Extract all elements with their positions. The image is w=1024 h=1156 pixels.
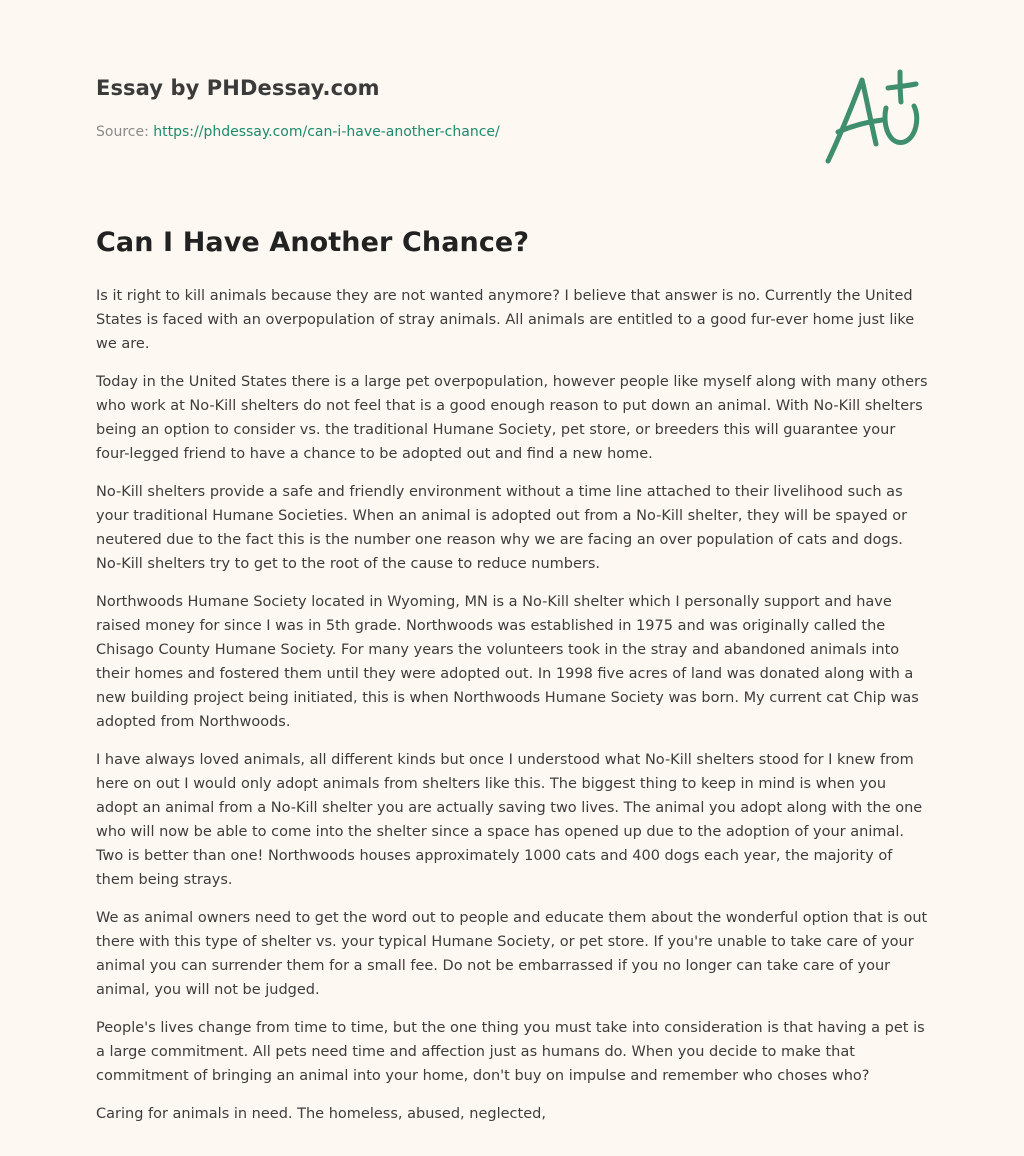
- essay-paragraph: We as animal owners need to get the word out to people and educate them about the wonderful option that is out there with this type of shelter vs. your typical Humane Society, or pet store. If you're unable to take care of your animal you can surrender them for a small fee. Do not be embarrassed if you no longer can take care of your animal, you will not be judged.: [96, 910, 928, 998]
- essay-paragraph: I have always loved animals, all different kinds but once I understood what No-Kill shelters stood for I knew from here on out I would only adopt animals from shelters like this. The biggest thing to keep in mind is when you adopt an animal from a No-Kill shelter you are actually saving two lives. The animal you adopt along with the one who will now be able to come into the shelter since a space has opened up due to the adoption of your animal. Two is better than one! Northwoods houses approximately 1000 cats and 400 dogs each year, the majority of them being strays.: [96, 752, 923, 888]
- essay-body: [96, 284, 932, 1140]
- source-link[interactable]: https://phdessay.com/can-i-have-another-chance/: [153, 124, 500, 140]
- essay-paragraph: Is it right to kill animals because they are not wanted anymore? I believe that answer is no. Currently the United States is faced with an overpopulation of stray animals. All animals are entitled to a good fur-ever home just like we are.: [96, 288, 915, 352]
- essay-page: [96, 0, 932, 1122]
- essay-title: Can I Have Another Chance?: [96, 227, 530, 258]
- essay-paragraph: Today in the United States there is a large pet overpopulation, however people like myself along with many others who work at No-Kill shelters do not feel that is a good enough reason to put down an animal. With No-Kill shelters being an option to consider vs. the traditional Humane Society, pet store, or breeders this will guarantee your four-legged friend to have a chance to be adopted out and find a new home.: [96, 374, 928, 462]
- essay-paragraph: Caring for animals in need. The homeless, abused, neglected,: [96, 1106, 546, 1122]
- source-label: Source:: [96, 124, 149, 140]
- a-plus-logo-icon: [820, 66, 924, 166]
- brand-title: Essay by PHDessay.com: [96, 76, 380, 100]
- source-line: [96, 124, 500, 140]
- essay-paragraph: Northwoods Humane Society located in Wyoming, MN is a No-Kill shelter which I personally support and have raised money for since I was in 5th grade. Northwoods was established in 1975 and was originally called the Chisago County Humane Society. For many years the volunteers took in the stray and abandoned animals into their homes and fostered them until they were adopted out. In 1998 five acres of land was donated along with a new building project being initiated, this is when Northwoods Humane Society was born. My current cat Chip was adopted from Northwoods.: [96, 594, 919, 730]
- essay-paragraph: People's lives change from time to time, but the one thing you must take into consideration is that having a pet is a large commitment. All pets need time and affection just as humans do. When you decide to make that commitment of bringing an animal into your home, don't buy on impulse and remember who choses who?: [96, 1020, 925, 1084]
- page-header: [96, 0, 932, 180]
- essay-paragraph: No-Kill shelters provide a safe and friendly environment without a time line attached to their livelihood such as your traditional Humane Societies. When an animal is adopted out from a No-Kill shelter, they will be spayed or neutered due to the fact this is the number one reason why we are facing an over population of cats and dogs. No-Kill shelters try to get to the root of the cause to reduce numbers.: [96, 484, 908, 572]
